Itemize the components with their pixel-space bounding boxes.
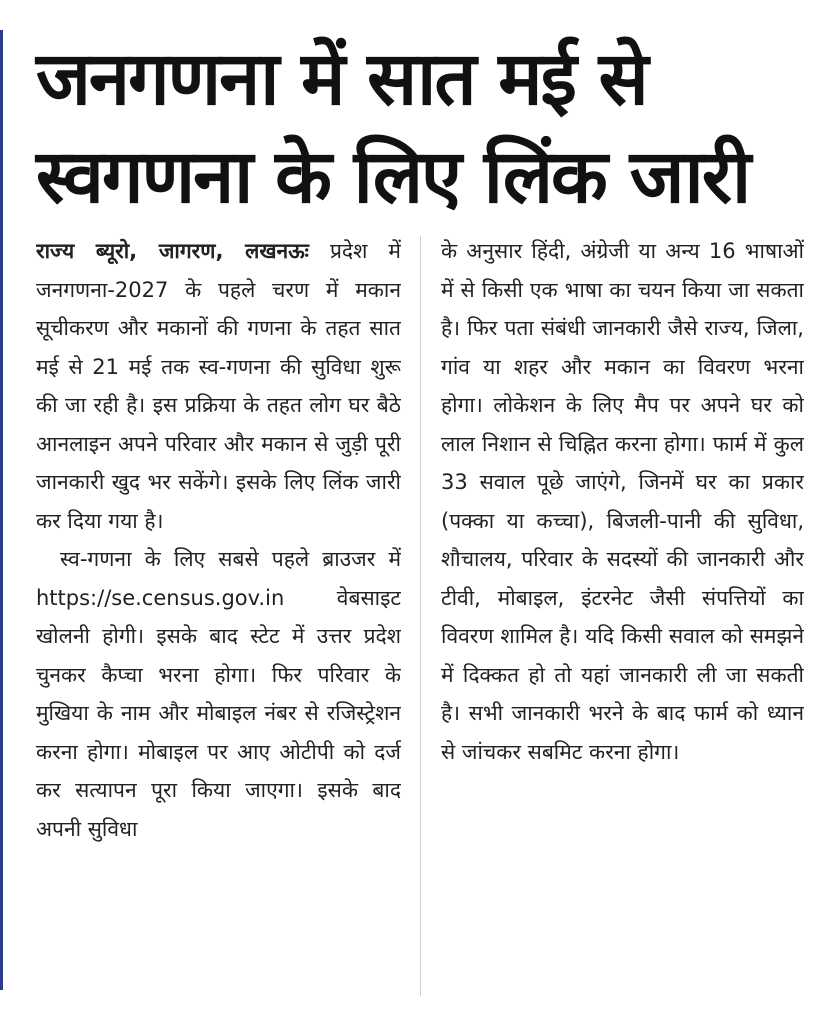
headline-line-1: जनगणना में सात मई से: [36, 36, 647, 122]
article-column-left: [36, 232, 401, 1012]
byline: राज्य ब्यूरो, जागरण, लखनऊः: [36, 239, 309, 263]
column-divider: [420, 236, 421, 996]
paragraph-3: के अनुसार हिंदी, अंग्रेजी या अन्य 16 भाषाओं में से किसी एक भाषा का चयन किया जा सकता है। फिर पता संबंधी जानकारी जैसे राज्य, जिला, गांव या शहर और मकान का विवरण भरना होगा। लोकेशन के लिए मैप पर अपने घर को लाल निशान से चिह्नित करना होगा। फार्म में कुल 33 सवाल पूछे जाएंगे, जिनमें घर का प्रकार (पक्का या कच्चा), बिजली-पानी की सुविधा, शौचालय, परिवार के सदस्यों की जानकारी और टीवी, मोबाइल, इंटरनेट जैसी संपत्तियों का विवरण शामिल है। यदि किसी सवाल को समझने में दिक्कत हो तो यहां जानकारी ली जा सकती है। सभी जानकारी भरने के बाद फार्म को ध्यान से जांचकर सबमिट करना होगा।: [441, 239, 804, 764]
paragraph-1: [36, 232, 401, 540]
left-accent-rule: [0, 30, 3, 990]
headline: [36, 30, 806, 226]
paragraph-1-text: प्रदेश में जनगणना-2027 के पहले चरण में मकान सूचीकरण और मकानों की गणना के तहत सात मई से 21 मई तक स्व-गणना की सुविधा शुरू की जा रही है। इस प्रक्रिया के तहत लोग घर बैठे आनलाइन अपने परिवार और मकान से जुड़ी पूरी जानकारी खुद भर सकेंगे। इसके लिए लिंक जारी कर दिया गया है।: [36, 239, 401, 533]
article-column-right: [441, 232, 804, 1012]
headline-line-2: स्वगणना के लिए लिंक जारी: [36, 134, 750, 220]
paragraph-2: स्व-गणना के लिए सबसे पहले ब्राउजर में https://se.census.gov.in वेबसाइट खोलनी होगी। इसके बाद स्टेट में उत्तर प्रदेश चुनकर कैप्चा भरना होगा। फिर परिवार के मुखिया के नाम और मोबाइल नंबर से रजिस्ट्रेशन करना होगा। मोबाइल पर आए ओटीपी को दर्ज कर सत्यापन पूरा किया जाएगा। इसके बाद अपनी सुविधा: [36, 547, 401, 841]
